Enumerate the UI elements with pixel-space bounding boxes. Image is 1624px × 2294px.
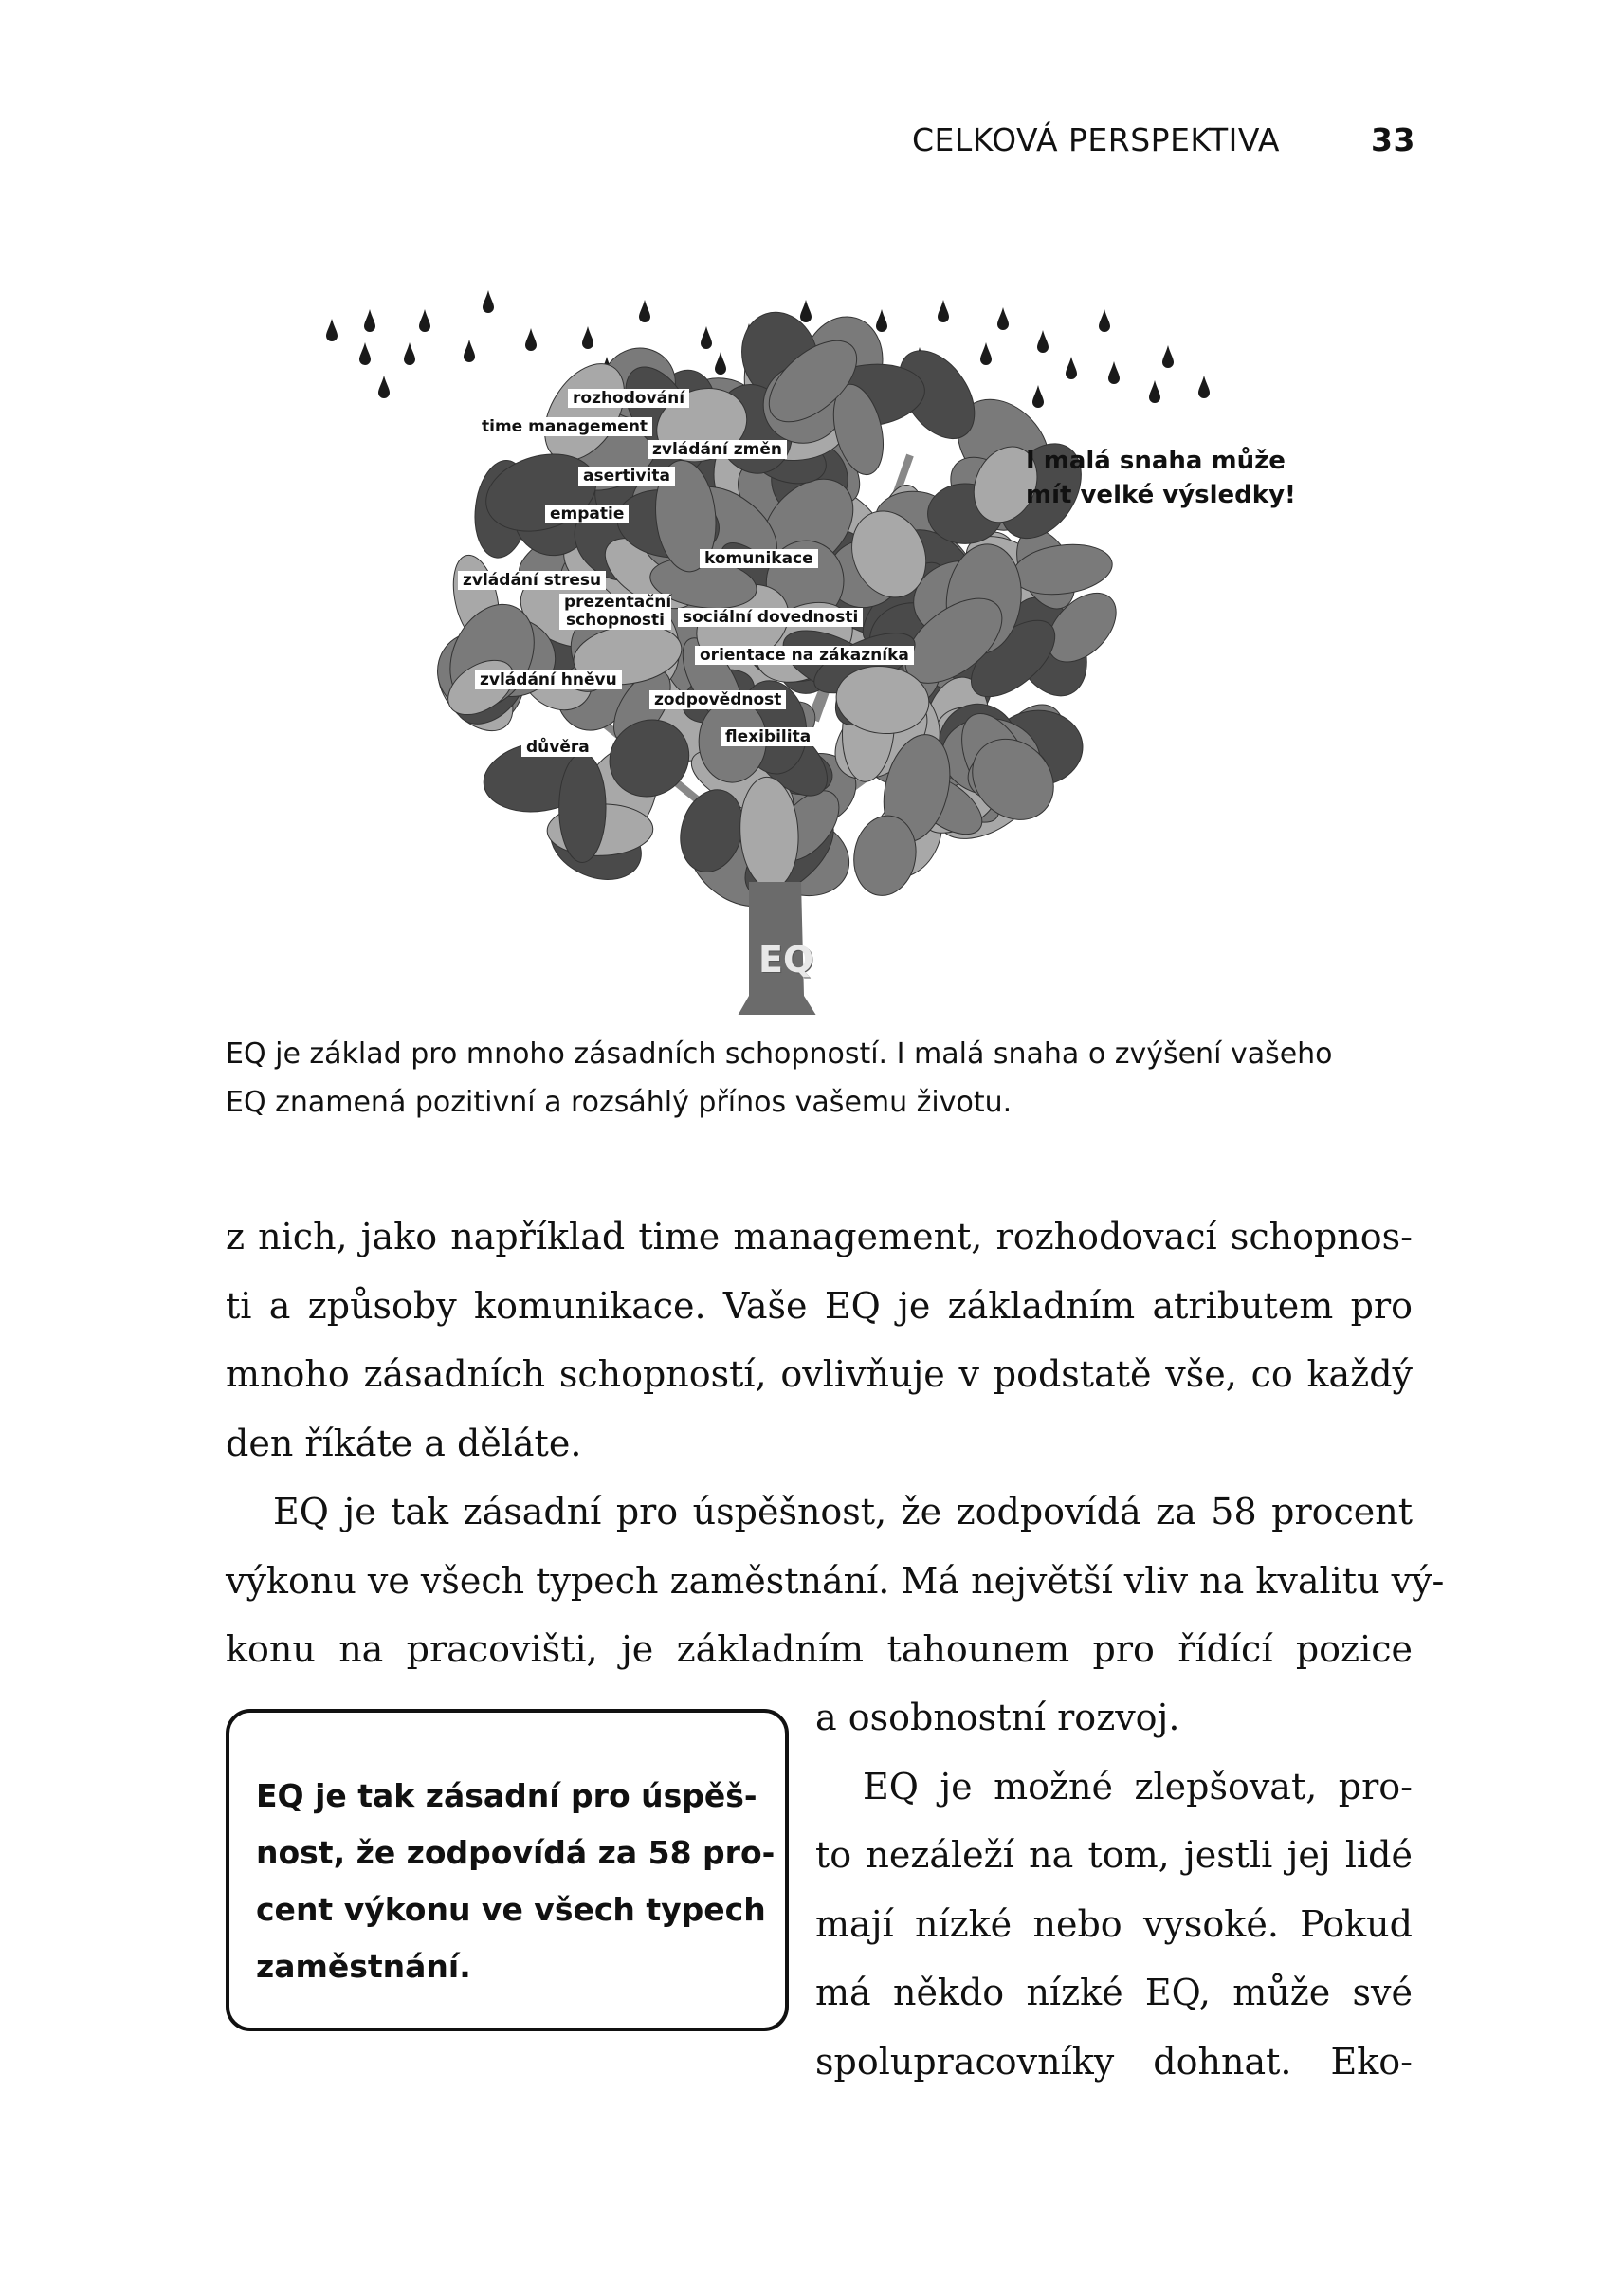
text-line: výkonu ve všech typech zaměstnání. Má největší vliv na kvalitu vý- [226,1559,1445,1602]
tree-label: orientace na zákazníka [695,646,914,665]
raindrop-icon [326,319,338,341]
raindrop-icon [582,326,593,349]
tree-label: komunikace [700,549,818,568]
raindrop-icon [1149,380,1160,403]
raindrop-icon [876,309,887,332]
pull-quote-box [226,1709,789,2031]
text-line: a osobnostní rozvoj. [815,1697,1180,1738]
raindrop-icon [980,342,992,365]
leaf [558,753,606,862]
text-line: EQ je možné zlepšovat, pro- [863,1765,1413,1808]
caption-line: EQ je základ pro mnoho zásadních schopností. I malá snaha o zvýšení vašeho [226,1037,1333,1071]
raindrop-icon [419,309,430,332]
raindrop-icon [639,300,650,322]
caption-line: EQ znamená pozitivní a rozsáhlý přínos vašemu životu. [226,1086,1013,1119]
raindrop-icon [378,376,390,398]
raindrop-icon [483,290,494,313]
tree-graphic [0,256,1624,1015]
pull-quote-line: EQ je tak zásadní pro úspěš- [256,1777,757,1814]
trunk-label: EQ [758,939,814,981]
raindrop-icon [1066,357,1077,379]
tree-label: rozhodování [568,389,689,408]
tree-label: empatie [545,505,629,523]
raindrop-icon [1032,385,1044,408]
pull-quote-line: nost, že zodpovídá za 58 pro- [256,1834,776,1871]
raindrop-icon [701,326,712,349]
raindrop-icon [997,307,1009,330]
text-line: konu na pracovišti, je základním tahounem pro řídící pozice [226,1628,1413,1670]
text-line: to nezáleží na tom, jestli jej lidé [815,1834,1413,1876]
tree-label: zvládání změn [648,440,787,459]
body-text [226,1202,1445,1684]
text-line: ti a způsoby komunikace. Vaše EQ je základním atributem pro [226,1284,1413,1327]
raindrop-icon [364,309,375,332]
raindrop-icon [800,300,812,322]
running-head: CELKOVÁ PERSPEKTIVA [912,121,1280,158]
tree-label: flexibilita [721,727,815,746]
tree-label: time management [477,417,652,436]
raindrop-icon [1108,361,1120,384]
tree-label: asertivita [578,467,675,486]
tree-tagline [1026,444,1296,512]
pull-quote-text [256,1768,775,1995]
tree-label: zodpovědnost [649,690,786,709]
tagline-line: mít velké výsledky! [1026,481,1296,509]
raindrop-icon [404,342,415,365]
raindrop-icon [1198,376,1210,398]
text-line: z nich, jako například time management, rozhodovací schopnos- [226,1216,1413,1257]
raindrop-icon [1037,330,1049,353]
raindrop-icon [464,340,475,362]
raindrop-icon [525,328,537,351]
text-line: mnoho zásadních schopností, ovlivňuje v podstatě vše, co každý [226,1353,1413,1395]
pull-quote-line: zaměstnání. [256,1948,471,1985]
tree-label: zvládání hněvu [475,670,622,689]
body-text-right-column [815,1683,1413,2096]
text-line: den říkáte a děláte. [226,1422,582,1464]
text-line: EQ je tak zásadní pro úspěšnost, že zodpovídá za 58 procent [273,1491,1413,1532]
raindrop-icon [1162,345,1174,368]
tree-label: sociální dovednosti [678,608,863,627]
text-line: má někdo nízké EQ, může své [815,1972,1413,2013]
tree-label: důvěra [521,738,594,757]
text-line: spolupracovníky dohnat. Eko- [815,2040,1413,2083]
raindrop-icon [715,352,726,375]
tree-label: prezentační schopnosti [559,594,671,630]
pull-quote-line: cent výkonu ve všech typech [256,1891,766,1928]
raindrop-icon [938,300,949,322]
figure-caption [226,1030,1420,1127]
tree-label: zvládání stresu [458,571,606,590]
tagline-line: I malá snaha může [1026,447,1286,475]
text-line: mají nízké nebo vysoké. Pokud [815,1902,1413,1945]
raindrop-icon [359,342,371,365]
raindrop-icon [1099,309,1110,332]
page-number: 33 [1371,121,1415,158]
